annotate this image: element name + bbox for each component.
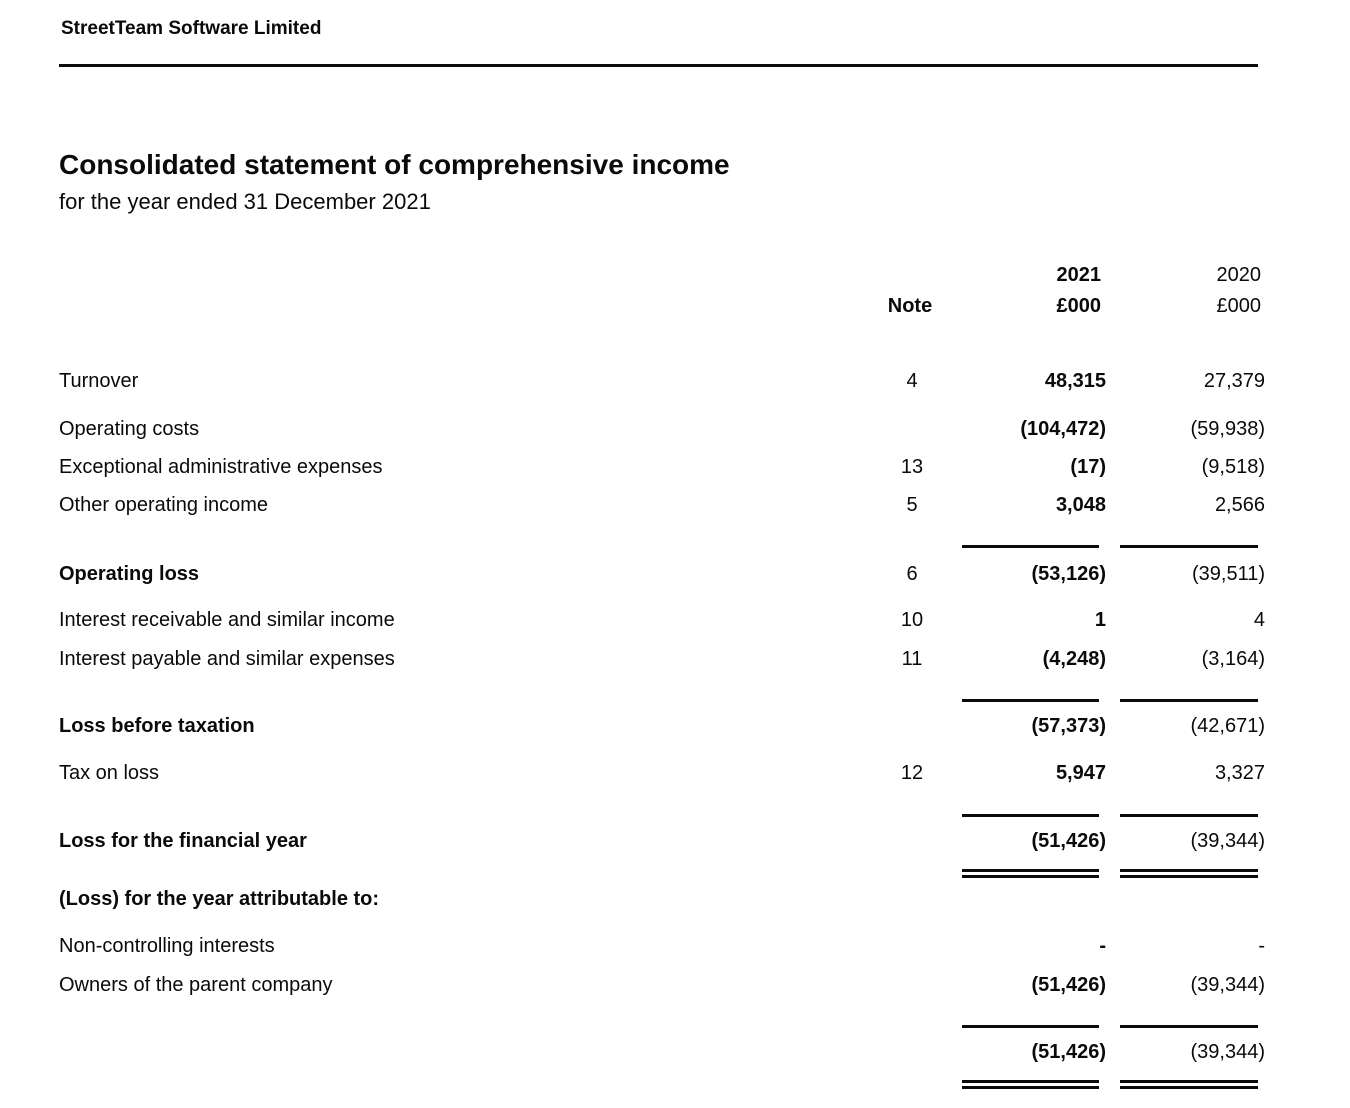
row-label: Interest payable and similar expenses: [59, 648, 395, 670]
statement-title: Consolidated statement of comprehensive income: [59, 149, 730, 180]
value-2020: (9,518): [1201, 456, 1265, 478]
value-2021: (4,248): [1042, 648, 1106, 670]
value-2021: (57,373): [1031, 715, 1106, 737]
header-rule: [59, 64, 1258, 67]
table-row: [0, 370, 1350, 400]
row-label: Tax on loss: [59, 762, 160, 784]
total-double-rule-2021: [962, 869, 1099, 878]
total-double-rule-2021: [962, 1080, 1099, 1089]
row-label: Interest receivable and similar income: [59, 609, 395, 631]
value-2020: (3,164): [1201, 648, 1265, 670]
row-label: Loss before taxation: [59, 715, 255, 737]
subtotal-rule-2021: [962, 545, 1099, 548]
value-2020: 3,327: [1214, 762, 1265, 784]
row-note: 10: [900, 609, 924, 631]
value-2021: (51,426): [1031, 830, 1106, 852]
table-row: [0, 762, 1350, 792]
table-row: [0, 609, 1350, 639]
table-row: [0, 494, 1350, 524]
value-2021: (51,426): [1031, 974, 1106, 996]
total-double-rule-2020: [1120, 1080, 1258, 1089]
subtotal-rule-2021: [962, 814, 1099, 817]
value-2020: 27,379: [1203, 370, 1265, 392]
value-2021: 5,947: [1055, 762, 1106, 784]
row-note: 4: [906, 370, 918, 392]
col-header-2020-unit: £000: [1216, 295, 1261, 317]
value-2020: (42,671): [1190, 715, 1265, 737]
row-note: 11: [901, 648, 923, 670]
value-2020: (59,938): [1190, 418, 1265, 440]
col-header-2021-unit: £000: [1056, 295, 1101, 317]
row-note: 13: [900, 456, 924, 478]
table-row: [0, 648, 1350, 678]
col-header-note: Note: [887, 295, 933, 317]
value-2021: 1: [1094, 609, 1106, 631]
col-header-2020-year: 2020: [1216, 264, 1261, 286]
subtotal-rule-2021: [962, 1025, 1099, 1028]
value-2021: -: [1099, 935, 1106, 957]
row-label: Operating costs: [59, 418, 200, 440]
subtotal-rule-2020: [1120, 1025, 1258, 1028]
value-2021: (104,472): [1020, 418, 1106, 440]
row-label: Exceptional administrative expenses: [59, 456, 383, 478]
value-2021: 48,315: [1044, 370, 1106, 392]
table-row: [0, 418, 1350, 448]
subtotal-rule-2020: [1120, 699, 1258, 702]
subtotal-rule-2021: [962, 699, 1099, 702]
value-2020: 4: [1253, 609, 1265, 631]
table-row: [0, 830, 1350, 860]
table-row: [0, 456, 1350, 486]
row-label: Operating loss: [59, 563, 200, 585]
table-row: [0, 888, 1350, 918]
company-name: StreetTeam Software Limited: [61, 18, 322, 39]
col-header-2021-year: 2021: [1056, 264, 1101, 286]
table-row: [0, 974, 1350, 1004]
row-note: 12: [900, 762, 924, 784]
subtotal-rule-2020: [1120, 545, 1258, 548]
total-double-rule-2020: [1120, 869, 1258, 878]
row-label: Non-controlling interests: [59, 935, 275, 957]
value-2020: (39,511): [1191, 563, 1265, 585]
row-label: Loss for the financial year: [59, 830, 307, 852]
statement-subtitle: for the year ended 31 December 2021: [59, 189, 431, 214]
value-2021: (51,426): [1031, 1041, 1106, 1063]
row-note: 6: [906, 563, 918, 585]
value-2020: 2,566: [1214, 494, 1265, 516]
row-label: Owners of the parent company: [59, 974, 333, 996]
row-label: (Loss) for the year attributable to:: [59, 888, 380, 910]
value-2021: (53,126): [1031, 563, 1106, 585]
table-row: [0, 715, 1350, 745]
value-2021: 3,048: [1055, 494, 1106, 516]
table-row: [0, 563, 1350, 593]
value-2020: (39,344): [1190, 830, 1265, 852]
value-2020: (39,344): [1190, 974, 1265, 996]
value-2020: (39,344): [1190, 1041, 1265, 1063]
row-label: Turnover: [59, 370, 139, 392]
value-2020: -: [1258, 935, 1265, 957]
subtotal-rule-2020: [1120, 814, 1258, 817]
table-row: [0, 935, 1350, 965]
table-row: [0, 1041, 1350, 1071]
row-note: 5: [906, 494, 918, 516]
value-2021: (17): [1070, 456, 1106, 478]
row-label: Other operating income: [59, 494, 269, 516]
